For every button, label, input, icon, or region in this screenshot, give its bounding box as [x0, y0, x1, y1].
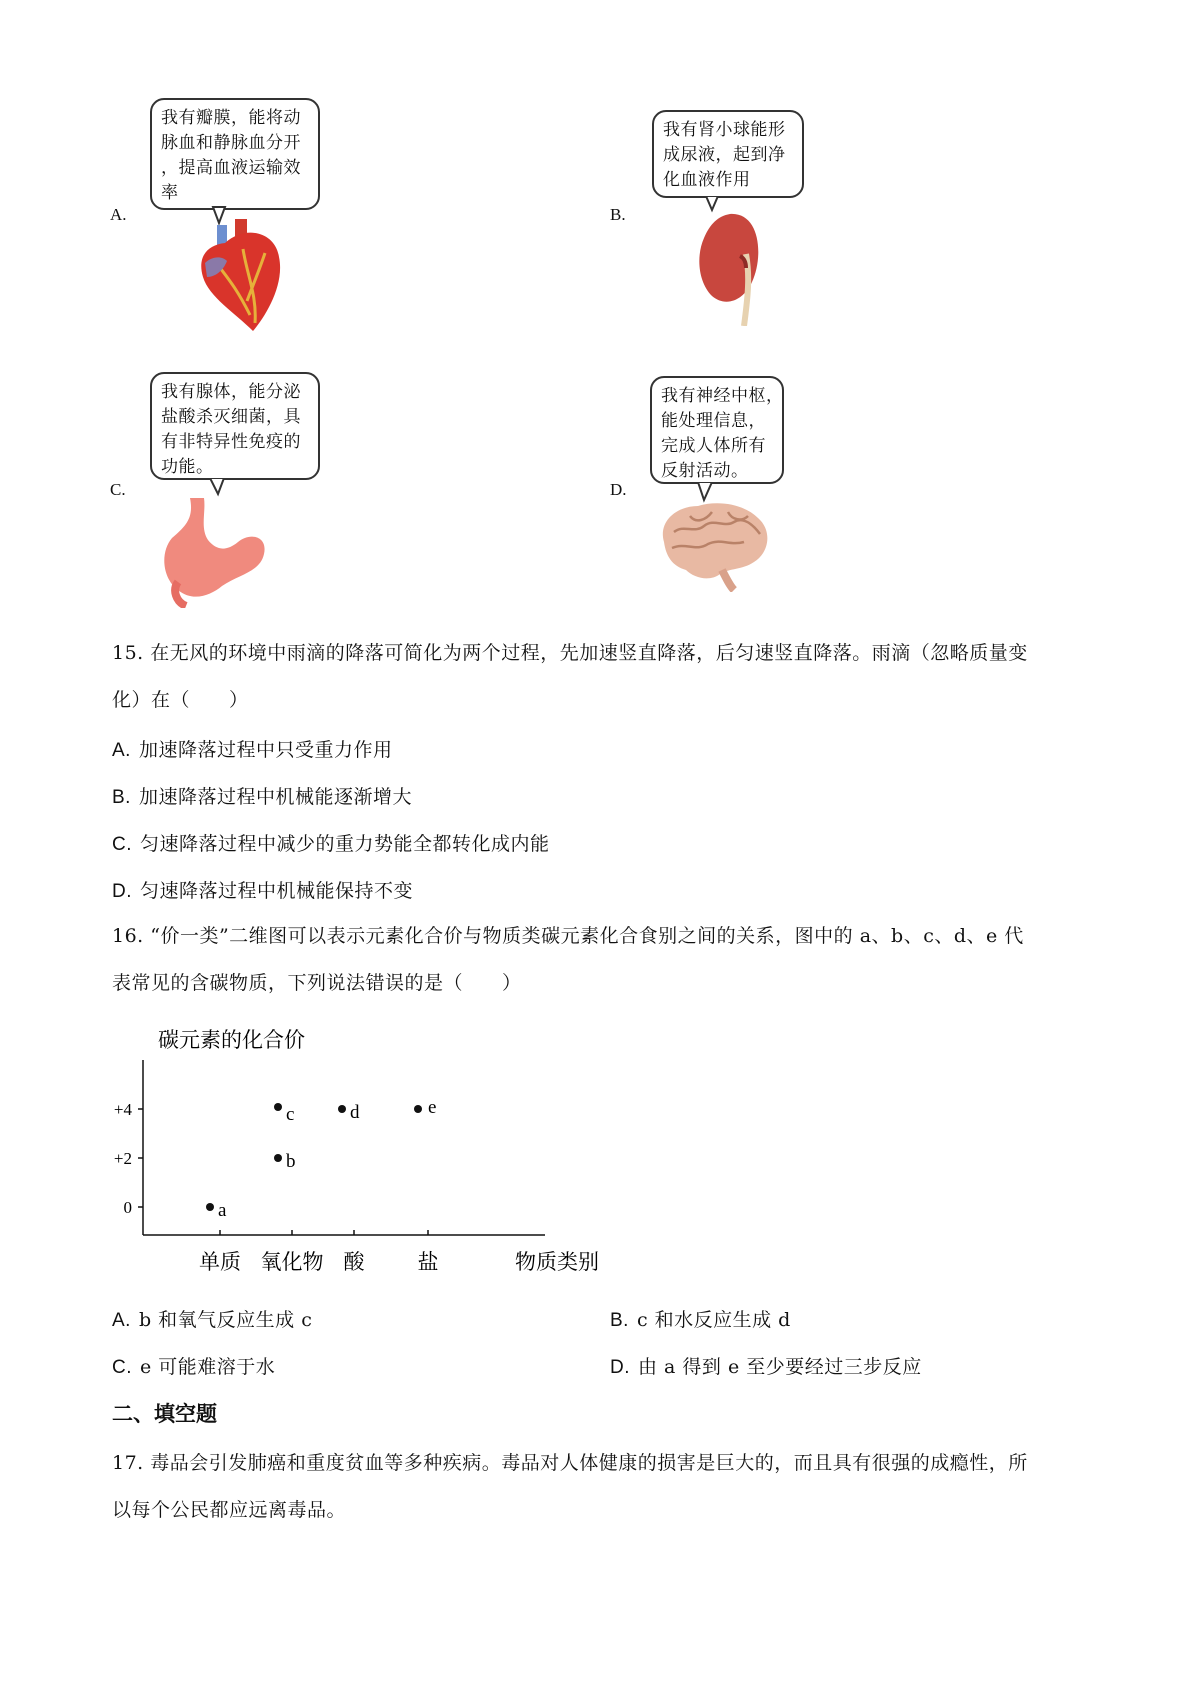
q16-option-b	[610, 1305, 791, 1332]
y-tick-label: +2	[113, 1149, 132, 1168]
stem-line: 15. 在无风的环境中雨滴的降落可简化为两个过程，先加速竖直降落，后匀速竖直降落。雨滴（忽略质量变	[112, 642, 1028, 664]
option-a-letter: A.	[110, 205, 127, 224]
option-text: 匀速降落过程中减少的重力势能全都转化成内能	[140, 833, 550, 855]
x-tick-label: 氧化物	[260, 1250, 324, 1274]
bubble-line: 化血液作用	[663, 170, 751, 190]
bubble-line: 我有神经中枢，	[661, 386, 784, 406]
option-key: D.	[112, 881, 132, 902]
q15-option-d	[112, 876, 413, 903]
x-axis-label: 物质类别	[515, 1250, 599, 1274]
valence-class-chart	[100, 1015, 640, 1285]
data-point-a	[206, 1203, 214, 1211]
q15-option-b	[112, 782, 412, 809]
q16-stem	[112, 913, 1102, 1007]
option-key: B.	[112, 787, 131, 808]
option-text: 匀速降落过程中机械能保持不变	[140, 880, 414, 902]
option-text: b 和氧气反应生成 c	[138, 1309, 313, 1331]
bubble-line: ，提高血液运输效	[161, 158, 301, 178]
q17-stem	[112, 1440, 1102, 1534]
bubble-line: 脉血和静脉血分开	[161, 133, 301, 153]
q15-stem	[112, 630, 1102, 724]
option-c-letter: C.	[110, 480, 126, 499]
x-tick-label: 盐	[417, 1250, 439, 1274]
option-key: B.	[610, 1310, 629, 1331]
option-c-speech-bubble	[150, 372, 320, 480]
bubble-line: 盐酸杀灭细菌，具	[161, 407, 301, 427]
option-text: e 可能难溶于水	[140, 1356, 276, 1378]
stem-line: 16. “价一类”二维图可以表示元素化合价与物质类碳元素化合食别之间的关系，图中的 a、b、c、d、e 代	[112, 925, 1024, 947]
option-d-letter: D.	[610, 480, 627, 499]
bubble-line: 有非特异性免疫的	[161, 432, 301, 452]
bubble-line: 率	[161, 183, 179, 203]
option-a-speech-bubble	[150, 98, 320, 210]
point-label-b: b	[286, 1151, 296, 1172]
bubble-line: 能处理信息，	[661, 411, 766, 431]
stem-line: 17. 毒品会引发肺癌和重度贫血等多种疾病。毒品对人体健康的损害是巨大的，而且具有很强的成瘾性，所	[112, 1452, 1028, 1474]
y-tick-label: 0	[123, 1198, 132, 1217]
q16-option-d	[610, 1352, 922, 1379]
data-point-d	[338, 1105, 346, 1113]
stem-line: 以每个公民都应远离毒品。	[112, 1499, 347, 1521]
bubble-line: 我有肾小球能形	[663, 120, 786, 140]
option-key: A.	[112, 1310, 131, 1331]
option-key: D.	[610, 1357, 630, 1378]
bubble-line: 我有瓣膜，能将动	[161, 108, 301, 128]
option-key: C.	[112, 1357, 132, 1378]
point-label-a: a	[218, 1200, 227, 1221]
bubble-line: 反射活动。	[661, 461, 749, 481]
q16-option-a	[112, 1305, 312, 1332]
option-text: c 和水反应生成 d	[636, 1309, 791, 1331]
y-tick-label: +4	[113, 1100, 132, 1119]
q15-option-a	[112, 735, 392, 762]
stomach-icon	[160, 478, 270, 608]
option-b-speech-bubble	[652, 110, 804, 198]
bubble-line: 完成人体所有	[661, 436, 766, 456]
data-point-e	[414, 1105, 422, 1113]
bubble-line: 成尿液，起到净	[663, 145, 786, 165]
data-point-c	[274, 1103, 282, 1111]
option-d-speech-bubble	[650, 376, 784, 484]
option-b-letter: B.	[610, 205, 626, 224]
option-key: A.	[112, 740, 131, 761]
option-text: 由 a 得到 e 至少要经过三步反应	[638, 1356, 922, 1378]
brain-icon	[650, 482, 780, 592]
x-tick-label: 酸	[343, 1250, 365, 1274]
kidney-icon	[690, 196, 770, 326]
y-axis-label: 碳元素的化合价	[158, 1028, 305, 1052]
point-label-e: e	[428, 1097, 437, 1118]
section-title: 二、填空题	[112, 1402, 217, 1426]
heart-icon	[195, 205, 295, 335]
option-key: C.	[112, 834, 132, 855]
data-point-b	[274, 1154, 282, 1162]
q16-option-c	[112, 1352, 275, 1379]
option-text: 加速降落过程中机械能逐渐增大	[138, 786, 412, 808]
x-tick-label: 单质	[199, 1250, 241, 1274]
stem-line: 表常见的含碳物质，下列说法错误的是（ ）	[112, 972, 522, 994]
option-text: 加速降落过程中只受重力作用	[138, 739, 393, 761]
bubble-line: 功能。	[161, 457, 214, 477]
q15-option-c	[112, 829, 550, 856]
stem-line: 化）在（ ）	[112, 689, 249, 711]
point-label-d: d	[350, 1102, 360, 1123]
point-label-c: c	[286, 1104, 295, 1125]
bubble-line: 我有腺体，能分泌	[161, 382, 301, 402]
